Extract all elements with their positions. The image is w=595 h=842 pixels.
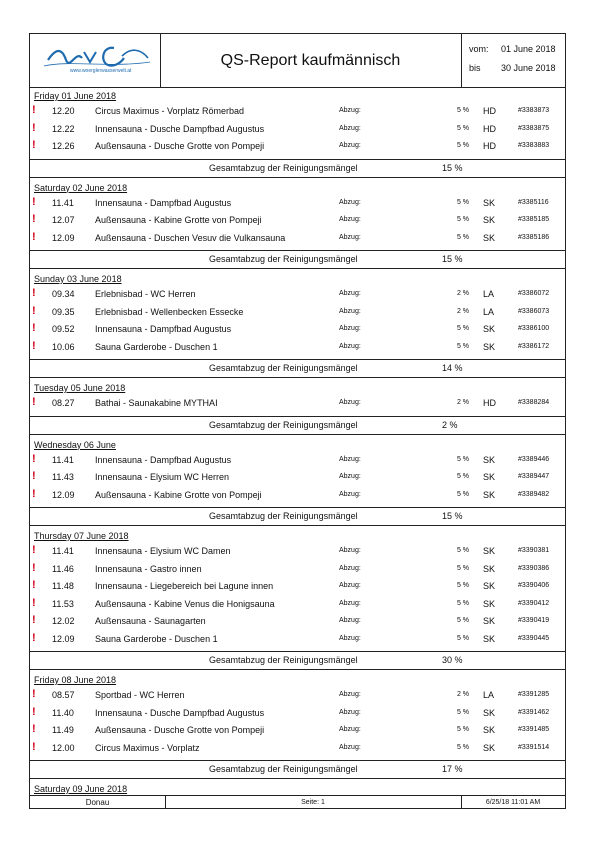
entry-row (29, 596, 566, 614)
entry-code: SK (483, 581, 496, 591)
entry-row (29, 304, 566, 322)
warning-icon: ! (32, 561, 36, 574)
warning-icon: ! (32, 195, 36, 208)
entry-percent: 5 % (456, 455, 469, 463)
entry-time: 11.41 (52, 197, 74, 208)
day-heading (29, 672, 566, 687)
entry-code: LA (483, 690, 495, 700)
day-heading (29, 437, 566, 452)
day-heading (29, 528, 566, 543)
entry-ref: #3390445 (518, 634, 550, 642)
entry-location: Innensauna - Gastro innen (95, 563, 202, 574)
entry-time: 11.41 (52, 454, 74, 465)
entry-location: Innensauna - Dampfbad Augustus (95, 197, 232, 208)
entry-location: Außensauna - Duschen Vesuv die Vulkansauna (95, 232, 286, 243)
total-label: Gesamtabzug der Reinigungsmängel (209, 764, 358, 774)
entry-ref: #3390386 (518, 564, 550, 572)
entry-time: 11.40 (52, 707, 74, 718)
entry-abzug-label: Abzug: (339, 290, 361, 297)
entry-ref: #3390381 (518, 547, 550, 554)
entry-percent: 5 % (456, 342, 469, 350)
entry-code: LA (483, 289, 495, 299)
warning-icon: ! (32, 579, 36, 591)
entry-row (29, 705, 566, 723)
entry-percent: 2 % (456, 307, 469, 315)
entry-ref: #3385185 (518, 216, 550, 223)
entry-percent: 2 % (456, 691, 469, 698)
entry-code: SK (483, 725, 496, 735)
entry-ref: #3383875 (518, 124, 550, 132)
entry-code: HD (483, 398, 496, 408)
entry-abzug-label: Abzug: (339, 599, 361, 607)
entry-location: Innensauna - Dampfbad Augustus (95, 454, 232, 465)
entry-row (29, 740, 566, 758)
entry-ref: #3389482 (518, 490, 550, 498)
entry-abzug-label: Abzug: (339, 547, 361, 554)
entry-time: 12.09 (52, 489, 75, 500)
entry-abzug-label: Abzug: (339, 342, 361, 350)
entry-abzug-label: Abzug: (339, 399, 361, 406)
entry-code: SK (483, 707, 496, 718)
entry-abzug-label: Abzug: (339, 490, 361, 498)
entry-row (29, 230, 566, 248)
entry-row (29, 487, 566, 505)
warning-icon: ! (32, 396, 36, 408)
entry-time: 08.27 (52, 398, 75, 408)
wave-logo-icon (30, 38, 160, 72)
entry-time: 12.20 (52, 106, 75, 116)
warning-icon: ! (32, 339, 36, 352)
entry-ref: #3391514 (518, 743, 550, 751)
entry-ref: #3386100 (518, 325, 550, 332)
warning-icon: ! (32, 452, 36, 465)
warning-icon: ! (32, 614, 36, 626)
entry-code: SK (483, 215, 496, 225)
entry-ref: #3383873 (518, 107, 550, 114)
day-date: Saturday 02 June 2018 (34, 182, 128, 193)
entry-row (29, 138, 566, 156)
entry-code: SK (483, 616, 496, 626)
day-date: Friday 08 June 2018 (34, 675, 117, 685)
warning-icon: ! (32, 322, 36, 334)
entry-abzug-label: Abzug: (339, 325, 361, 332)
entry-abzug-label: Abzug: (339, 743, 361, 751)
total-label: Gesamtabzug der Reinigungsmängel (209, 419, 358, 430)
entry-row (29, 561, 566, 579)
entry-location: Außensauna - Saunagarten (95, 616, 206, 626)
warning-icon: ! (32, 740, 36, 753)
warning-icon: ! (32, 544, 36, 556)
report-title: QS-Report kaufmännisch (160, 34, 462, 87)
total-label: Gesamtabzug der Reinigungsmängel (209, 655, 358, 665)
day-date: Tuesday 05 June 2018 (34, 383, 126, 393)
entry-ref: #3389446 (518, 455, 550, 463)
day-total-row (29, 416, 566, 435)
entry-abzug-label: Abzug: (339, 107, 361, 114)
entry-time: 12.09 (52, 232, 75, 243)
warning-icon: ! (32, 139, 36, 151)
entry-location: Circus Maximus - Vorplatz (95, 742, 200, 753)
total-value: 15 % (442, 254, 463, 264)
warning-icon: ! (32, 631, 36, 644)
entry-abzug-label: Abzug: (339, 216, 361, 223)
entry-abzug-label: Abzug: (339, 691, 361, 698)
entry-percent: 5 % (456, 743, 469, 751)
entry-code: SK (483, 563, 496, 574)
entry-location: Innensauna - Dusche Dampfbad Augustus (95, 123, 265, 134)
entry-ref: #3385116 (518, 198, 549, 206)
total-value: 30 % (442, 655, 463, 665)
entry-abzug-label: Abzug: (339, 564, 361, 572)
warning-icon: ! (32, 213, 36, 225)
entry-percent: 5 % (456, 142, 469, 149)
total-label: Gesamtabzug der Reinigungsmängel (209, 162, 358, 173)
entry-row (29, 722, 566, 740)
entry-abzug-label: Abzug: (339, 233, 361, 241)
entry-location: Außensauna - Kabine Grotte von Pompeji (95, 215, 262, 225)
entry-code: SK (483, 633, 496, 644)
entry-row (29, 631, 566, 649)
entry-location: Sauna Garderobe - Duschen 1 (95, 341, 218, 352)
entry-location: Innensauna - Elysium WC Herren (95, 472, 230, 482)
entry-code: SK (483, 341, 496, 352)
entry-time: 08.57 (52, 690, 75, 700)
entry-row (29, 469, 566, 487)
entry-percent: 5 % (456, 107, 469, 114)
entry-abzug-label: Abzug: (339, 307, 361, 315)
footer-timestamp: 6/25/18 11:01 AM (485, 799, 541, 806)
entry-code: SK (483, 232, 496, 243)
total-value: 14 % (442, 363, 463, 373)
total-value: 17 % (442, 764, 463, 774)
entry-percent: 5 % (456, 634, 469, 642)
day-heading (29, 781, 566, 796)
logo-url: www.woerglerwasserwelt.at (70, 68, 132, 74)
entry-location: Bathai - Saunakabine MYTHAI (95, 398, 218, 408)
entry-time: 11.48 (52, 581, 74, 591)
entry-abzug-label: Abzug: (339, 582, 361, 589)
entry-ref: #3386073 (518, 307, 550, 315)
entry-ref: #3391485 (518, 726, 550, 733)
entry-time: 10.06 (52, 341, 75, 352)
entry-abzug-label: Abzug: (339, 142, 361, 149)
logo (30, 34, 161, 87)
entry-time: 12.26 (52, 141, 75, 151)
entry-ref: #3390406 (518, 582, 550, 589)
report-body (29, 88, 566, 798)
entry-percent: 5 % (456, 582, 469, 589)
entry-code: SK (483, 742, 496, 753)
warning-icon: ! (32, 723, 36, 735)
entry-code: SK (483, 546, 496, 556)
entry-abzug-label: Abzug: (339, 726, 361, 733)
warning-icon: ! (32, 470, 36, 482)
entry-ref: #3389447 (518, 473, 550, 480)
total-value: 15 % (442, 511, 463, 521)
entry-row (29, 212, 566, 230)
warning-icon: ! (32, 304, 36, 317)
entry-row (29, 339, 566, 357)
entry-time: 09.34 (52, 289, 75, 299)
entry-location: Erlebnisbad - Wellenbecken Essecke (95, 306, 244, 317)
entry-abzug-label: Abzug: (339, 617, 361, 624)
entry-code: HD (483, 106, 496, 116)
entry-code: SK (483, 472, 496, 482)
day-total-row (29, 651, 566, 670)
warning-icon: ! (32, 121, 36, 134)
entry-percent: 2 % (456, 399, 469, 406)
entry-percent: 5 % (456, 233, 469, 241)
entry-code: SK (483, 324, 496, 334)
entry-row (29, 286, 566, 304)
entry-abzug-label: Abzug: (339, 198, 361, 206)
entry-ref: #3386072 (518, 290, 550, 297)
entry-percent: 5 % (456, 547, 469, 554)
entry-location: Sauna Garderobe - Duschen 1 (95, 633, 218, 644)
from-label: vom: (469, 44, 489, 54)
warning-icon: ! (32, 287, 36, 299)
day-date: Friday 01 June 2018 (34, 91, 117, 101)
entry-location: Außensauna - Dusche Grotte von Pompeji (95, 141, 265, 151)
entry-location: Circus Maximus - Vorplatz Römerbad (95, 106, 245, 116)
entry-ref: #3391285 (518, 691, 550, 698)
warning-icon: ! (32, 104, 36, 116)
entry-ref: #3390412 (518, 599, 550, 607)
total-value: 15 % (442, 162, 463, 173)
entry-time: 11.41 (52, 546, 74, 556)
entry-time: 12.07 (52, 215, 75, 225)
entry-time: 12.02 (52, 616, 75, 626)
entry-time: 12.00 (52, 742, 75, 753)
entry-time: 11.43 (52, 472, 74, 482)
entry-ref: #3388284 (518, 399, 550, 406)
warning-icon: ! (32, 705, 36, 718)
entry-location: Außensauna - Kabine Grotte von Pompeji (95, 489, 262, 500)
to-label: bis (469, 63, 481, 73)
entry-code: LA (483, 306, 495, 317)
day-heading (29, 88, 566, 103)
entry-code: SK (483, 454, 496, 465)
entry-abzug-label: Abzug: (339, 708, 361, 716)
entry-percent: 5 % (456, 198, 469, 206)
entry-ref: #3391462 (518, 708, 550, 716)
entry-row (29, 395, 566, 413)
day-total-row (29, 250, 566, 269)
entry-time: 11.53 (52, 598, 74, 609)
day-heading (29, 380, 566, 395)
entry-time: 09.52 (52, 324, 75, 334)
entry-ref: #3385186 (518, 233, 550, 241)
warning-icon: ! (32, 230, 36, 243)
entry-row (29, 613, 566, 631)
entry-location: Erlebnisbad - WC Herren (95, 289, 196, 299)
entry-time: 12.09 (52, 633, 75, 644)
to-date: 30 June 2018 (501, 63, 556, 73)
day-date: Wednesday 06 June (34, 439, 116, 450)
entry-location: Innensauna - Elysium WC Damen (95, 546, 231, 556)
entry-row (29, 121, 566, 139)
entry-percent: 5 % (456, 473, 469, 480)
entry-code: HD (483, 141, 496, 151)
entry-location: Innensauna - Dusche Dampfbad Augustus (95, 707, 265, 718)
day-total-row (29, 760, 566, 779)
entry-location: Innensauna - Dampfbad Augustus (95, 324, 232, 334)
day-date: Thursday 07 June 2018 (34, 531, 129, 541)
entry-row (29, 195, 566, 213)
day-heading (29, 271, 566, 286)
day-date: Sunday 03 June 2018 (34, 274, 122, 284)
warning-icon: ! (32, 596, 36, 609)
entry-code: SK (483, 598, 496, 609)
total-label: Gesamtabzug der Reinigungsmängel (209, 511, 358, 521)
entry-percent: 5 % (456, 599, 469, 607)
entry-code: SK (483, 489, 496, 500)
entry-abzug-label: Abzug: (339, 455, 361, 463)
entry-abzug-label: Abzug: (339, 634, 361, 642)
report-header (29, 33, 566, 88)
total-label: Gesamtabzug der Reinigungsmängel (209, 363, 358, 373)
entry-location: Außensauna - Kabine Venus die Honigsauna (95, 598, 275, 609)
entry-row (29, 687, 566, 705)
entry-code: SK (483, 197, 496, 208)
warning-icon: ! (32, 688, 36, 700)
footer-location: Donau (30, 796, 166, 808)
entry-ref: #3390419 (518, 617, 550, 624)
from-date: 01 June 2018 (501, 44, 556, 54)
entry-percent: 2 % (456, 290, 469, 297)
entry-row (29, 452, 566, 470)
total-value: 2 % (442, 419, 458, 430)
total-label: Gesamtabzug der Reinigungsmängel (209, 254, 358, 264)
entry-percent: 5 % (456, 490, 469, 498)
entry-row (29, 543, 566, 561)
entry-ref: #3386172 (518, 342, 550, 350)
day-total-row (29, 359, 566, 378)
entry-location: Außensauna - Dusche Grotte von Pompeji (95, 725, 265, 735)
entry-percent: 5 % (456, 708, 469, 716)
entry-time: 12.22 (52, 123, 75, 134)
entry-time: 11.46 (52, 563, 74, 574)
warning-icon: ! (32, 487, 36, 500)
report-footer (29, 795, 566, 809)
footer-page: Seite: 1 (165, 796, 462, 808)
day-total-row (29, 159, 566, 178)
entry-abzug-label: Abzug: (339, 124, 361, 132)
entry-percent: 5 % (456, 564, 469, 572)
entry-location: Sportbad - WC Herren (95, 690, 185, 700)
entry-percent: 5 % (456, 124, 469, 132)
entry-time: 09.35 (52, 306, 75, 317)
entry-location: Innensauna - Liegebereich bei Lagune innen (95, 581, 274, 591)
entry-code: HD (483, 123, 496, 134)
entry-percent: 5 % (456, 325, 469, 332)
entry-row (29, 103, 566, 121)
entry-percent: 5 % (456, 216, 469, 223)
day-total-row (29, 507, 566, 526)
day-heading (29, 180, 566, 195)
entry-abzug-label: Abzug: (339, 473, 361, 480)
entry-time: 11.49 (52, 725, 74, 735)
entry-percent: 5 % (456, 726, 469, 733)
entry-percent: 5 % (456, 617, 469, 624)
entry-row (29, 321, 566, 339)
date-range (461, 34, 565, 87)
day-date: Saturday 09 June 2018 (34, 784, 128, 794)
entry-row (29, 578, 566, 596)
entry-ref: #3383883 (518, 142, 550, 149)
